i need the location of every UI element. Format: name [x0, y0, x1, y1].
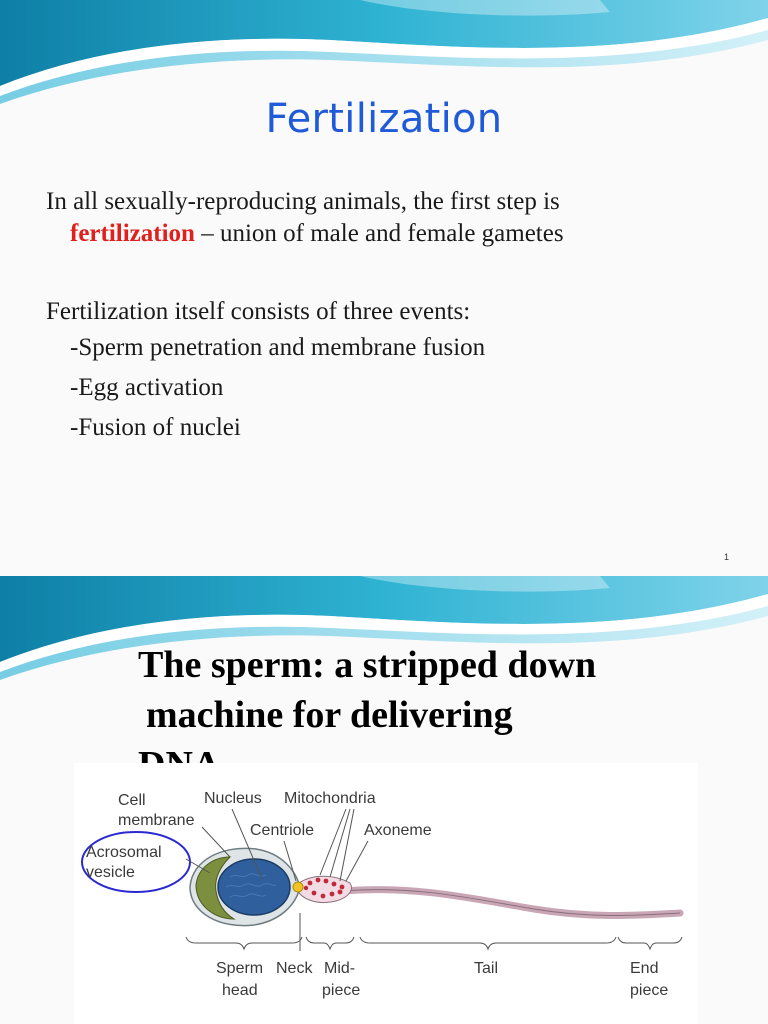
nucleus-shape — [218, 859, 290, 915]
intro-line: In all sexually-reproducing animals, the first step is — [46, 188, 560, 215]
event-item: -Egg activation — [70, 374, 224, 401]
sperm-tail — [342, 890, 680, 916]
slide-body — [46, 186, 746, 448]
sperm-structure-diagram — [74, 763, 698, 1024]
intro-continuation — [46, 218, 746, 250]
label-head: head — [222, 982, 258, 999]
centriole-shape — [293, 882, 303, 892]
label-vesicle: vesicle — [86, 864, 135, 881]
event-item: -Fusion of nuclei — [70, 414, 241, 441]
acrosomal-highlight-circle — [82, 832, 190, 892]
label-end: End — [630, 960, 659, 977]
page-number: 1 — [724, 552, 730, 562]
intro-rest: – union of male and female gametes — [194, 220, 564, 247]
label-acrosomal: Acrosomal — [86, 844, 162, 861]
label-membrane: membrane — [118, 812, 195, 829]
label-mid: Mid- — [324, 960, 356, 977]
slide-title: Fertilization — [265, 96, 503, 142]
fertilization-keyword: fertilization — [70, 220, 195, 247]
label-tail: Tail — [474, 960, 499, 977]
title-line-2: machine for delivering — [146, 694, 513, 736]
label-centriole: Centriole — [250, 822, 315, 839]
label-cell: Cell — [118, 792, 146, 809]
slide-1-header-wave-banner — [0, 0, 768, 110]
label-mitochondria: Mitochondria — [284, 790, 376, 807]
label-piece: piece — [322, 982, 361, 999]
slide-2 — [0, 576, 768, 1024]
label-end-piece: piece — [630, 982, 669, 999]
label-sperm: Sperm — [216, 960, 264, 977]
event-item: -Sperm penetration and membrane fusion — [70, 334, 486, 361]
events-intro: Fertilization itself consists of three events: — [46, 298, 471, 325]
label-nucleus: Nucleus — [204, 790, 262, 807]
label-neck: Neck — [276, 960, 313, 977]
title-line-1: The sperm: a stripped down — [138, 644, 597, 686]
label-axoneme: Axoneme — [364, 822, 432, 839]
